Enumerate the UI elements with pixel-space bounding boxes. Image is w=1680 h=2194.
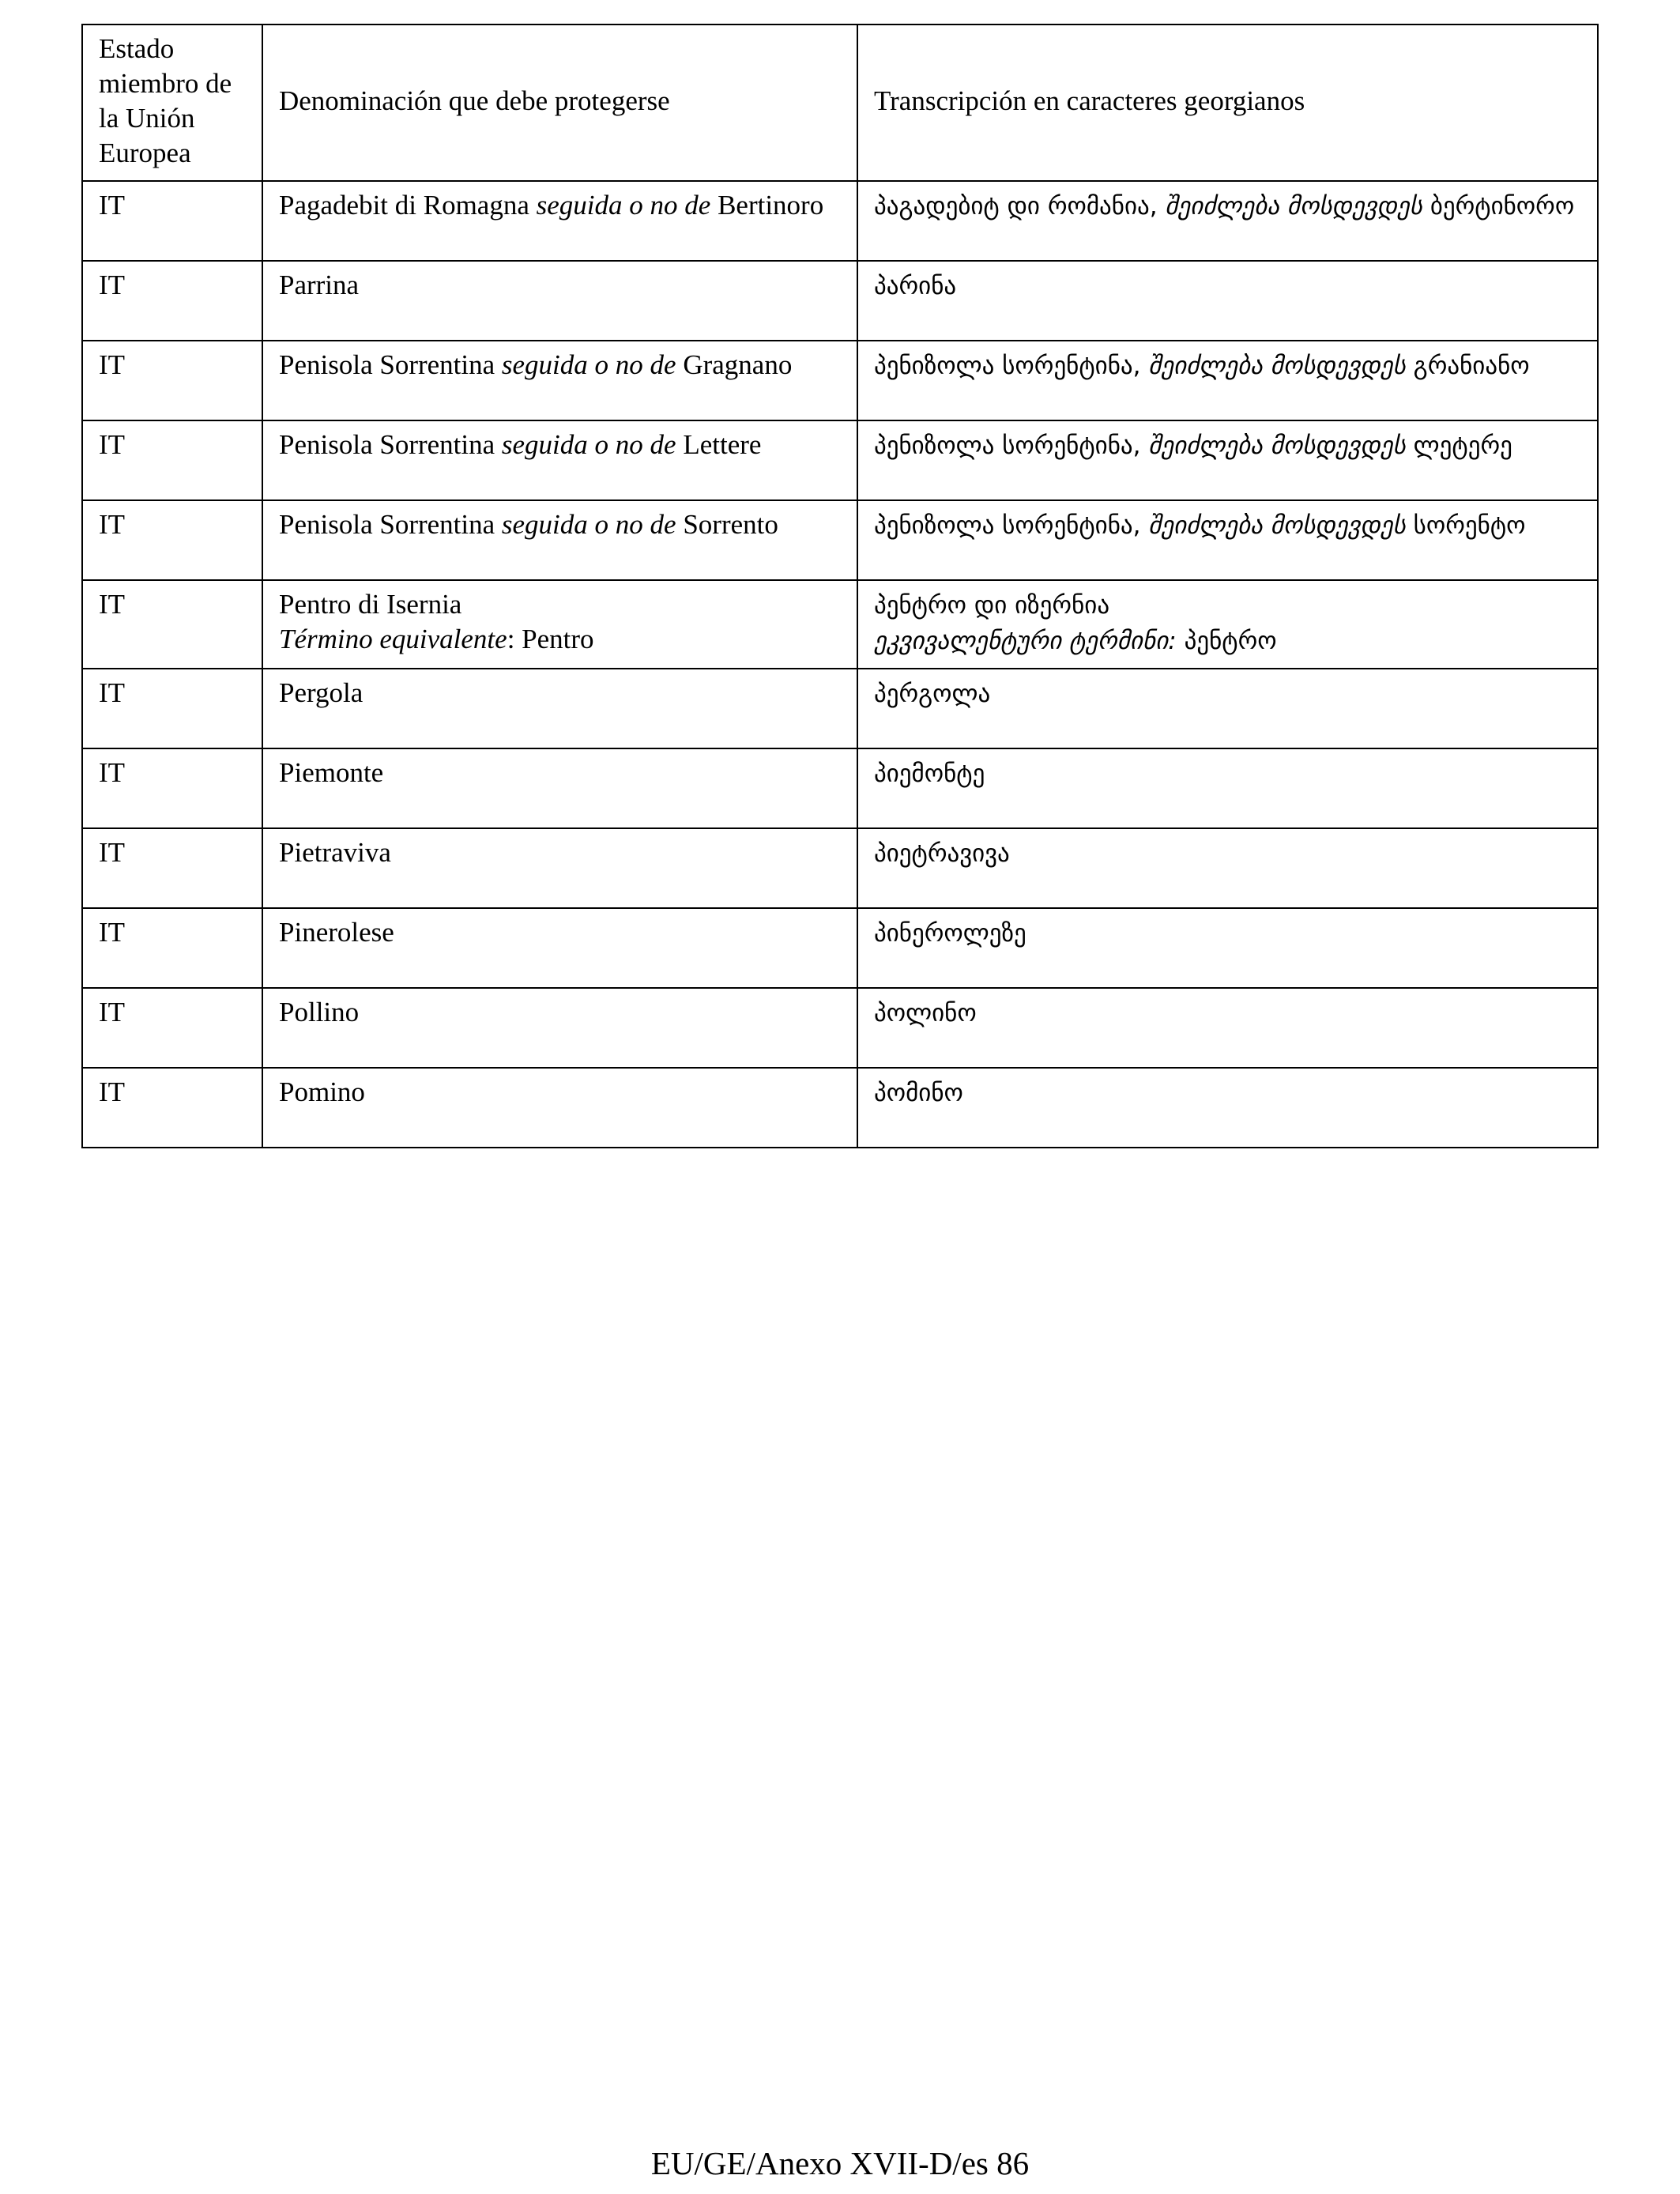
cell-denomination-text: seguida o no de <box>501 429 676 460</box>
page-footer: EU/GE/Anexo XVII-D/es 86 <box>650 2145 1030 2181</box>
cell-georgian-transcription-text: შეიძლება მოსდევდეს <box>1148 432 1406 460</box>
cell-denomination-text: : Pentro <box>507 624 594 654</box>
cell-denomination-text: Sorrento <box>676 509 778 540</box>
cell-denomination <box>262 748 857 828</box>
cell-member-state: IT <box>82 669 262 748</box>
table-row <box>82 988 1598 1068</box>
cell-denomination-text: Término equivalente <box>279 624 507 654</box>
cell-georgian-transcription <box>857 420 1598 500</box>
table-row <box>82 420 1598 500</box>
table-row <box>82 341 1598 420</box>
header-denomination: Denominación que debe protegerse <box>262 25 857 181</box>
cell-denomination-text: Pietraviva <box>279 837 391 868</box>
cell-denomination <box>262 500 857 580</box>
cell-georgian-transcription <box>857 341 1598 420</box>
cell-denomination-text: Pentro di Isernia <box>279 589 462 620</box>
cell-georgian-transcription-text: პენიზოლა სორენტინა, <box>874 352 1149 380</box>
cell-georgian-transcription <box>857 1068 1598 1148</box>
cell-member-state: IT <box>82 988 262 1068</box>
cell-denomination <box>262 669 857 748</box>
cell-georgian-transcription <box>857 748 1598 828</box>
cell-denomination-text: Pinerolese <box>279 917 394 948</box>
table-row <box>82 181 1598 261</box>
cell-denomination-text: Pagadebit di Romagna <box>279 190 537 221</box>
cell-georgian-transcription-text: პერგოლა <box>874 680 991 708</box>
cell-member-state: IT <box>82 828 262 908</box>
cell-georgian-transcription <box>857 988 1598 1068</box>
cell-denomination-text: Piemonte <box>279 757 384 788</box>
cell-denomination-text: seguida o no de <box>501 509 676 540</box>
cell-member-state: IT <box>82 420 262 500</box>
cell-denomination <box>262 828 857 908</box>
cell-denomination-text: Parrina <box>279 270 360 300</box>
cell-georgian-transcription-text: პენტრო დი იზერნია <box>874 591 1110 620</box>
cell-georgian-transcription-text: პარინა <box>874 272 957 300</box>
cell-member-state: IT <box>82 341 262 420</box>
cell-georgian-transcription-text: პიემონტე <box>874 760 985 788</box>
cell-georgian-transcription-text: გრანიანო <box>1405 352 1530 380</box>
cell-georgian-transcription <box>857 181 1598 261</box>
cell-member-state: IT <box>82 261 262 341</box>
table-row <box>82 261 1598 341</box>
table-row <box>82 908 1598 988</box>
cell-denomination <box>262 420 857 500</box>
cell-denomination-text: Gragnano <box>676 349 793 380</box>
table-row <box>82 828 1598 908</box>
denominations-table <box>81 24 1599 1148</box>
cell-georgian-transcription-text: პოლინო <box>874 999 977 1027</box>
table-header-row <box>82 25 1598 181</box>
cell-georgian-transcription-text: ლეტერე <box>1405 432 1512 460</box>
cell-georgian-transcription-text: ბერტინორო <box>1422 192 1575 221</box>
table-body <box>82 181 1598 1148</box>
header-georgian-transcription: Transcripción en caracteres georgianos <box>857 25 1598 181</box>
cell-georgian-transcription-text: პიეტრავივა <box>874 839 1010 868</box>
cell-member-state: IT <box>82 908 262 988</box>
table-row <box>82 1068 1598 1148</box>
table-row <box>82 748 1598 828</box>
cell-georgian-transcription-text: პინეროლეზე <box>874 919 1026 948</box>
cell-denomination-text: Bertinoro <box>710 190 824 221</box>
cell-denomination-text: Pergola <box>279 677 363 708</box>
cell-georgian-transcription <box>857 908 1598 988</box>
cell-georgian-transcription <box>857 261 1598 341</box>
cell-georgian-transcription <box>857 580 1598 669</box>
cell-denomination-text: Pomino <box>279 1076 365 1107</box>
cell-georgian-transcription <box>857 500 1598 580</box>
table-row <box>82 580 1598 669</box>
cell-member-state: IT <box>82 748 262 828</box>
cell-member-state: IT <box>82 580 262 669</box>
cell-georgian-transcription-text: ეკვივალენტური ტერმინი: <box>874 627 1177 655</box>
cell-denomination-text: seguida o no de <box>536 190 711 221</box>
cell-georgian-transcription-text: პენტრო <box>1176 627 1277 655</box>
cell-denomination <box>262 1068 857 1148</box>
cell-georgian-transcription-text: შეიძლება მოსდევდეს <box>1165 192 1422 221</box>
cell-denomination-text: seguida o no de <box>501 349 676 380</box>
cell-georgian-transcription-text: შეიძლება მოსდევდეს <box>1148 352 1406 380</box>
cell-georgian-transcription-text: სორენტო <box>1405 511 1526 540</box>
cell-georgian-transcription-text: პენიზოლა სორენტინა, <box>874 432 1149 460</box>
cell-georgian-transcription-text: პენიზოლა სორენტინა, <box>874 511 1149 540</box>
cell-member-state: IT <box>82 500 262 580</box>
cell-denomination-text: Pollino <box>279 997 360 1027</box>
cell-denomination <box>262 261 857 341</box>
cell-member-state: IT <box>82 1068 262 1148</box>
header-member-state: Estado miembro de la Unión Europea <box>82 25 262 181</box>
table-row <box>82 669 1598 748</box>
cell-georgian-transcription-text: შეიძლება მოსდევდეს <box>1148 511 1406 540</box>
cell-denomination-text: Penisola Sorrentina <box>279 429 502 460</box>
cell-denomination <box>262 181 857 261</box>
cell-denomination-text: Lettere <box>676 429 762 460</box>
cell-denomination-text: Penisola Sorrentina <box>279 349 502 380</box>
table-row <box>82 500 1598 580</box>
cell-denomination-text: Penisola Sorrentina <box>279 509 502 540</box>
cell-georgian-transcription <box>857 828 1598 908</box>
cell-georgian-transcription-text: პაგადებიტ დი რომანია, <box>874 192 1166 221</box>
cell-denomination <box>262 580 857 669</box>
cell-denomination <box>262 988 857 1068</box>
cell-denomination <box>262 341 857 420</box>
cell-georgian-transcription-text: პომინო <box>874 1079 963 1107</box>
cell-georgian-transcription <box>857 669 1598 748</box>
cell-member-state: IT <box>82 181 262 261</box>
cell-denomination <box>262 908 857 988</box>
